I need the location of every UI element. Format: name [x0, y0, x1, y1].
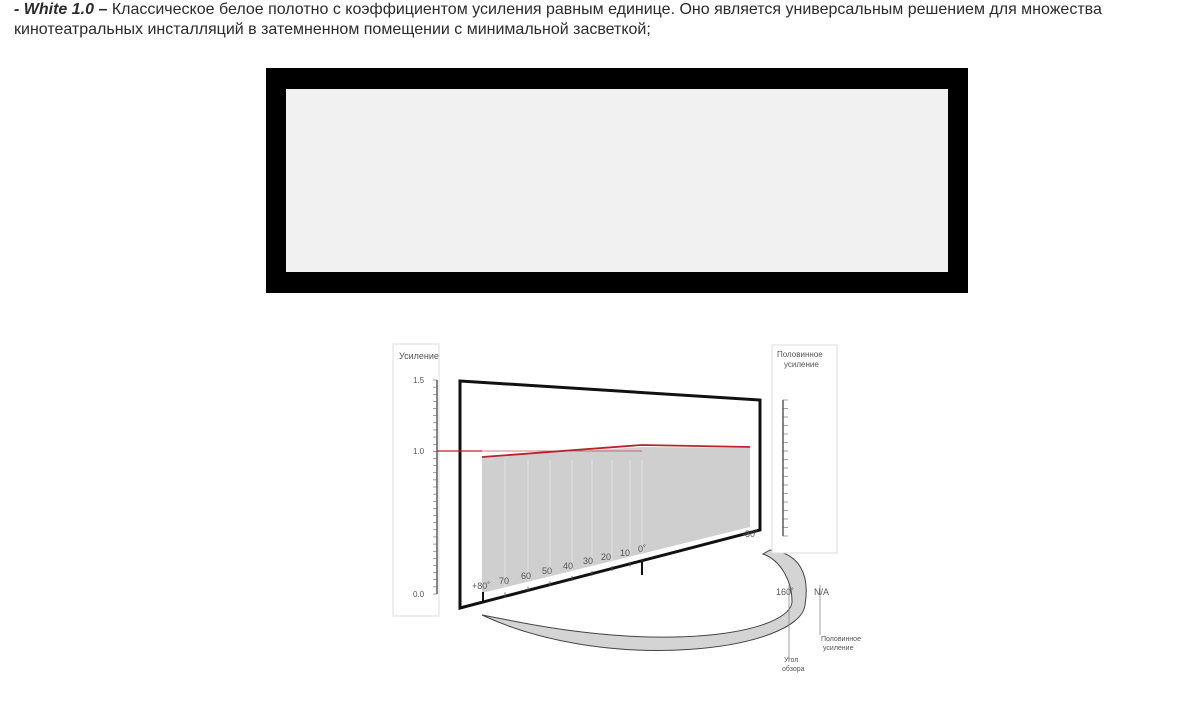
intro-paragraph — [14, 0, 1194, 40]
angle-tick-label: +80˚ — [472, 581, 491, 591]
dash-separator: – — [94, 1, 112, 18]
half-gain-caption: усиление — [823, 645, 854, 652]
half-gain-label: усиление — [784, 360, 819, 369]
angle-tick-label: 60 — [521, 571, 532, 581]
angle-tick-label: 10 — [620, 548, 631, 558]
screen-photo — [266, 68, 968, 293]
half-gain-caption: Половинное — [821, 636, 861, 643]
gain-tick-label: 0.0 — [413, 590, 425, 599]
angle-tick-label: 50 — [542, 566, 553, 576]
angle-tick-label: -80˚ — [742, 529, 759, 539]
view-angle-caption: обзора — [782, 666, 805, 673]
half-gain-value: N/A — [814, 587, 830, 597]
gain-tick-label: 1.0 — [413, 447, 425, 456]
gain-diagram — [380, 330, 900, 680]
view-angle-value: 160˚ — [776, 587, 795, 597]
angle-tick-label: 0˚ — [638, 544, 647, 554]
half-gain-panel — [772, 345, 837, 553]
half-gain-label: Половинное — [777, 350, 823, 359]
product-name: - White 1.0 — [14, 1, 95, 18]
angle-tick-label: 20 — [601, 552, 612, 562]
angle-tick-label: 70 — [499, 576, 510, 586]
view-angle-caption: Угол — [784, 657, 799, 664]
gain-label: Усиление — [399, 351, 439, 361]
angle-tick-label: 40 — [563, 561, 574, 571]
product-description: Классическое белое полотно с коэффициентом усиления равным единице. Оно является универсальным решением для множества кинотеатральных инсталляций в затемненном помещении с минимальной засветкой; — [14, 1, 1102, 38]
screen-canvas — [286, 89, 948, 272]
angle-tick-label: 30 — [583, 556, 594, 566]
gain-tick-label: 1.5 — [413, 376, 425, 385]
